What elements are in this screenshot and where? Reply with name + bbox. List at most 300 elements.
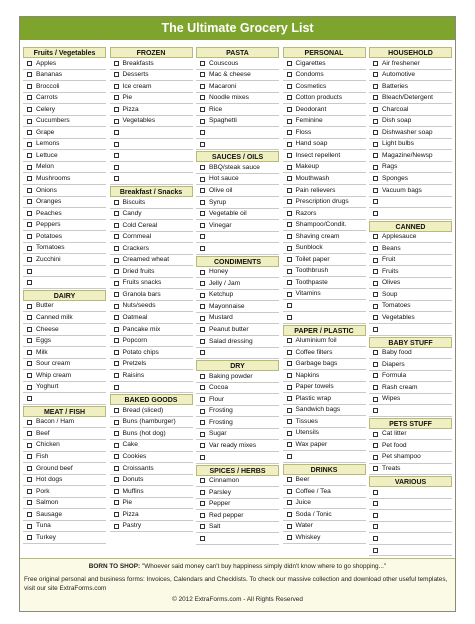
item-label: Noodle mixes: [209, 94, 249, 102]
item-checkbox[interactable]: [27, 512, 32, 517]
list-item: [283, 81, 366, 93]
item-checkbox[interactable]: [200, 524, 205, 529]
item-checkbox[interactable]: [287, 72, 292, 77]
item-label: Ice cream: [122, 82, 152, 90]
item-checkbox[interactable]: [287, 269, 292, 274]
list-item: [23, 324, 106, 336]
item-checkbox[interactable]: [287, 95, 292, 100]
item-checkbox[interactable]: [27, 176, 32, 181]
item-label: Crackers: [122, 244, 149, 252]
item-label: Sausage: [36, 510, 63, 518]
item-checkbox[interactable]: [373, 142, 378, 147]
item-checkbox[interactable]: [27, 211, 32, 216]
item-checkbox[interactable]: [27, 524, 32, 529]
item-checkbox[interactable]: [373, 373, 378, 378]
list-item: [369, 394, 452, 406]
list-item: [283, 405, 366, 417]
item-checkbox[interactable]: [287, 165, 292, 170]
item-checkbox[interactable]: [200, 200, 205, 205]
item-checkbox[interactable]: [287, 315, 292, 320]
item-checkbox[interactable]: [373, 397, 378, 402]
item-checkbox[interactable]: [27, 350, 32, 355]
item-label: Parsley: [209, 488, 231, 496]
list-item: [110, 243, 193, 255]
item-checkbox[interactable]: [114, 153, 119, 158]
list-item: [369, 139, 452, 151]
item-checkbox[interactable]: [373, 234, 378, 239]
list-item: [23, 197, 106, 209]
item-checkbox[interactable]: [27, 95, 32, 100]
list-column: [196, 47, 279, 560]
item-checkbox[interactable]: [114, 61, 119, 66]
list-item: [196, 371, 279, 383]
item-checkbox[interactable]: [114, 107, 119, 112]
item-label: Whip cream: [36, 371, 72, 379]
item-checkbox[interactable]: [114, 466, 119, 471]
item-label: Creamed wheat: [122, 256, 170, 264]
list-item: [110, 359, 193, 371]
page-title: The Ultimate Grocery List: [20, 17, 455, 40]
item-checkbox[interactable]: [27, 373, 32, 378]
item-checkbox[interactable]: [114, 200, 119, 205]
list-item: [110, 324, 193, 336]
item-checkbox[interactable]: [373, 61, 378, 66]
item-label: Bleach/Detergent: [382, 94, 433, 102]
list-item: [369, 452, 452, 464]
item-checkbox[interactable]: [114, 454, 119, 459]
item-checkbox[interactable]: [200, 211, 205, 216]
item-checkbox[interactable]: [114, 72, 119, 77]
item-checkbox[interactable]: [200, 513, 205, 518]
item-checkbox[interactable]: [373, 350, 378, 355]
item-checkbox[interactable]: [200, 188, 205, 193]
item-checkbox[interactable]: [373, 536, 378, 541]
item-checkbox[interactable]: [114, 385, 119, 390]
item-checkbox[interactable]: [200, 490, 205, 495]
item-label: Fruits snacks: [122, 279, 162, 287]
item-checkbox[interactable]: [114, 420, 119, 425]
item-checkbox[interactable]: [27, 443, 32, 448]
item-checkbox[interactable]: [200, 327, 205, 332]
item-checkbox[interactable]: [373, 385, 378, 390]
item-label: Cake: [122, 441, 138, 449]
list-item: [369, 487, 452, 499]
item-checkbox[interactable]: [200, 293, 205, 298]
item-label: Oatmeal: [122, 313, 148, 321]
item-checkbox[interactable]: [287, 500, 292, 505]
item-checkbox[interactable]: [27, 84, 32, 89]
item-label: Deodorant: [295, 105, 327, 113]
item-checkbox[interactable]: [114, 489, 119, 494]
item-checkbox[interactable]: [27, 477, 32, 482]
list-item: [196, 348, 279, 360]
item-checkbox[interactable]: [373, 443, 378, 448]
item-checkbox[interactable]: [287, 431, 292, 436]
list-column: [283, 47, 366, 560]
list-item: [196, 533, 279, 545]
item-label: Macaroni: [209, 82, 237, 90]
item-label: Red pepper: [209, 511, 244, 519]
item-checkbox[interactable]: [200, 420, 205, 425]
item-checkbox[interactable]: [27, 188, 32, 193]
list-column: [23, 47, 106, 560]
item-checkbox[interactable]: [200, 397, 205, 402]
item-checkbox[interactable]: [114, 142, 119, 147]
item-checkbox[interactable]: [373, 211, 378, 216]
item-label: Condoms: [295, 71, 324, 79]
item-label: Olive oil: [209, 186, 233, 194]
item-checkbox[interactable]: [27, 489, 32, 494]
item-checkbox[interactable]: [373, 258, 378, 263]
list-item: [283, 486, 366, 498]
list-item: [369, 301, 452, 313]
item-checkbox[interactable]: [200, 142, 205, 147]
item-checkbox[interactable]: [114, 281, 119, 286]
item-checkbox[interactable]: [114, 327, 119, 332]
item-checkbox[interactable]: [200, 374, 205, 379]
item-checkbox[interactable]: [287, 188, 292, 193]
item-checkbox[interactable]: [200, 119, 205, 124]
list-item: [369, 312, 452, 324]
item-checkbox[interactable]: [200, 223, 205, 228]
item-checkbox[interactable]: [373, 513, 378, 518]
item-checkbox[interactable]: [114, 234, 119, 239]
item-label: Dried fruits: [122, 267, 155, 275]
item-checkbox[interactable]: [200, 72, 205, 77]
item-checkbox[interactable]: [373, 153, 378, 158]
item-checkbox[interactable]: [114, 258, 119, 263]
list-item: [283, 127, 366, 139]
item-checkbox[interactable]: [373, 524, 378, 529]
list-item: [110, 220, 193, 232]
list-item: [23, 486, 106, 498]
item-checkbox[interactable]: [114, 500, 119, 505]
item-label: Donuts: [122, 476, 144, 484]
item-checkbox[interactable]: [373, 130, 378, 135]
item-checkbox[interactable]: [287, 385, 292, 390]
item-checkbox[interactable]: [27, 130, 32, 135]
item-checkbox[interactable]: [27, 315, 32, 320]
item-checkbox[interactable]: [114, 315, 119, 320]
item-checkbox[interactable]: [114, 246, 119, 251]
list-item: [23, 220, 106, 232]
item-checkbox[interactable]: [200, 165, 205, 170]
item-checkbox[interactable]: [373, 408, 378, 413]
list-item: [110, 463, 193, 475]
item-checkbox[interactable]: [373, 119, 378, 124]
item-checkbox[interactable]: [373, 304, 378, 309]
item-checkbox[interactable]: [287, 222, 292, 227]
item-checkbox[interactable]: [27, 304, 32, 309]
item-checkbox[interactable]: [373, 188, 378, 193]
item-label: Cookies: [122, 453, 147, 460]
item-checkbox[interactable]: [287, 512, 292, 517]
list-item: [283, 104, 366, 116]
item-label: Candy: [122, 210, 142, 218]
item-checkbox[interactable]: [114, 130, 119, 135]
item-label: Sour cream: [36, 360, 71, 368]
item-checkbox[interactable]: [200, 61, 205, 66]
item-checkbox[interactable]: [27, 61, 32, 66]
item-checkbox[interactable]: [114, 176, 119, 181]
item-checkbox[interactable]: [27, 338, 32, 343]
item-checkbox[interactable]: [373, 432, 378, 437]
item-checkbox[interactable]: [27, 327, 32, 332]
list-column: [369, 47, 452, 560]
item-checkbox[interactable]: [287, 338, 292, 343]
item-label: Charcoal: [382, 105, 409, 113]
list-item: [110, 301, 193, 313]
item-checkbox[interactable]: [287, 477, 292, 482]
item-checkbox[interactable]: [27, 72, 32, 77]
item-label: Grape: [36, 128, 55, 136]
item-checkbox[interactable]: [27, 257, 32, 262]
list-item: [110, 232, 193, 244]
item-checkbox[interactable]: [287, 130, 292, 135]
list-item: [110, 336, 193, 348]
item-checkbox[interactable]: [200, 316, 205, 321]
item-checkbox[interactable]: [200, 501, 205, 506]
item-checkbox[interactable]: [114, 95, 119, 100]
item-checkbox[interactable]: [287, 396, 292, 401]
item-checkbox[interactable]: [373, 165, 378, 170]
item-checkbox[interactable]: [287, 257, 292, 262]
list-item: [23, 58, 106, 70]
item-label: Baking powder: [209, 372, 253, 380]
item-checkbox[interactable]: [373, 95, 378, 100]
item-checkbox[interactable]: [27, 396, 32, 401]
item-checkbox[interactable]: [200, 270, 205, 275]
item-label: Sandwich bags: [295, 406, 341, 414]
item-checkbox[interactable]: [114, 84, 119, 89]
item-checkbox[interactable]: [27, 500, 32, 505]
item-label: Rice: [209, 105, 223, 113]
item-checkbox[interactable]: [27, 222, 32, 227]
list-item: [110, 139, 193, 151]
item-checkbox[interactable]: [287, 419, 292, 424]
item-checkbox[interactable]: [373, 327, 378, 332]
item-checkbox[interactable]: [287, 153, 292, 158]
item-checkbox[interactable]: [287, 408, 292, 413]
item-checkbox[interactable]: [114, 373, 119, 378]
list-item: [283, 428, 366, 440]
item-checkbox[interactable]: [27, 361, 32, 366]
item-checkbox[interactable]: [373, 84, 378, 89]
item-label: Potato chips: [122, 348, 159, 356]
item-checkbox[interactable]: [114, 443, 119, 448]
item-label: Ground beef: [36, 464, 73, 472]
item-checkbox[interactable]: [200, 95, 205, 100]
item-checkbox[interactable]: [200, 350, 205, 355]
item-checkbox[interactable]: [27, 234, 32, 239]
item-checkbox[interactable]: [287, 489, 292, 494]
list-item: [369, 208, 452, 220]
item-checkbox[interactable]: [200, 409, 205, 414]
item-checkbox[interactable]: [287, 361, 292, 366]
item-checkbox[interactable]: [287, 176, 292, 181]
item-checkbox[interactable]: [287, 142, 292, 147]
list-item: [23, 498, 106, 510]
item-checkbox[interactable]: [200, 177, 205, 182]
item-checkbox[interactable]: [27, 119, 32, 124]
item-checkbox[interactable]: [27, 535, 32, 540]
item-checkbox[interactable]: [373, 315, 378, 320]
item-checkbox[interactable]: [287, 373, 292, 378]
list-item: [283, 185, 366, 197]
item-checkbox[interactable]: [373, 281, 378, 286]
item-checkbox[interactable]: [200, 246, 205, 251]
item-checkbox[interactable]: [114, 408, 119, 413]
item-checkbox[interactable]: [200, 281, 205, 286]
item-checkbox[interactable]: [373, 246, 378, 251]
list-item: [283, 509, 366, 521]
item-label: Toothpaste: [295, 278, 328, 286]
item-checkbox[interactable]: [27, 142, 32, 147]
list-item: [196, 278, 279, 290]
list-item: [110, 498, 193, 510]
born-to-shop-quote: [24, 563, 451, 570]
item-checkbox[interactable]: [114, 431, 119, 436]
item-checkbox[interactable]: [200, 304, 205, 309]
list-item: [196, 440, 279, 452]
footer: [20, 558, 455, 611]
item-label: Mac & cheese: [209, 71, 251, 79]
item-checkbox[interactable]: [114, 524, 119, 529]
item-checkbox[interactable]: [114, 361, 119, 366]
list-item: [369, 81, 452, 93]
item-checkbox[interactable]: [373, 72, 378, 77]
item-checkbox[interactable]: [373, 455, 378, 460]
item-label: Coffee filters: [295, 348, 333, 356]
item-checkbox[interactable]: [27, 420, 32, 425]
list-item: [110, 347, 193, 359]
list-item: [283, 162, 366, 174]
item-checkbox[interactable]: [287, 535, 292, 540]
item-checkbox[interactable]: [27, 107, 32, 112]
item-checkbox[interactable]: [200, 234, 205, 239]
item-checkbox[interactable]: [373, 490, 378, 495]
list-item: [369, 382, 452, 394]
item-checkbox[interactable]: [287, 119, 292, 124]
item-checkbox[interactable]: [27, 269, 32, 274]
item-checkbox[interactable]: [373, 548, 378, 553]
item-checkbox[interactable]: [373, 176, 378, 181]
item-label: Milk: [36, 348, 48, 356]
item-checkbox[interactable]: [373, 199, 378, 204]
item-label: Formula: [382, 372, 407, 380]
item-checkbox[interactable]: [27, 385, 32, 390]
list-item: [369, 255, 452, 267]
item-checkbox[interactable]: [27, 431, 32, 436]
item-checkbox[interactable]: [200, 84, 205, 89]
item-label: Syrup: [209, 198, 227, 206]
item-checkbox[interactable]: [373, 269, 378, 274]
item-checkbox[interactable]: [287, 211, 292, 216]
item-label: Hand soap: [295, 140, 328, 148]
item-checkbox[interactable]: [373, 501, 378, 506]
item-checkbox[interactable]: [200, 385, 205, 390]
item-checkbox[interactable]: [287, 246, 292, 251]
item-checkbox[interactable]: [114, 338, 119, 343]
list-item: [283, 93, 366, 105]
item-checkbox[interactable]: [27, 153, 32, 158]
item-label: Chicken: [36, 441, 60, 449]
item-label: Feminine: [295, 117, 323, 125]
item-checkbox[interactable]: [27, 246, 32, 251]
item-checkbox[interactable]: [287, 199, 292, 204]
item-label: Popcorn: [122, 337, 148, 345]
item-checkbox[interactable]: [27, 280, 32, 285]
item-checkbox[interactable]: [200, 107, 205, 112]
item-checkbox[interactable]: [114, 477, 119, 482]
item-label: Flour: [209, 395, 225, 403]
list-item: [283, 382, 366, 394]
item-checkbox[interactable]: [373, 107, 378, 112]
list-item: [110, 405, 193, 417]
list-item: [23, 127, 106, 139]
item-checkbox[interactable]: [287, 442, 292, 447]
item-checkbox[interactable]: [373, 466, 378, 471]
item-checkbox[interactable]: [27, 466, 32, 471]
item-label: Rags: [382, 163, 398, 171]
item-checkbox[interactable]: [114, 269, 119, 274]
item-checkbox[interactable]: [114, 304, 119, 309]
item-checkbox[interactable]: [200, 339, 205, 344]
item-checkbox[interactable]: [27, 165, 32, 170]
item-checkbox[interactable]: [114, 211, 119, 216]
item-checkbox[interactable]: [27, 454, 32, 459]
item-checkbox[interactable]: [287, 454, 292, 459]
item-checkbox[interactable]: [200, 432, 205, 437]
item-label: Eggs: [36, 337, 52, 345]
item-label: Raisins: [122, 371, 145, 379]
item-checkbox[interactable]: [287, 234, 292, 239]
item-checkbox[interactable]: [373, 362, 378, 367]
item-checkbox[interactable]: [200, 536, 205, 541]
list-item: [23, 336, 106, 348]
item-checkbox[interactable]: [287, 303, 292, 308]
item-checkbox[interactable]: [200, 478, 205, 483]
item-checkbox[interactable]: [287, 280, 292, 285]
list-item: [196, 313, 279, 325]
item-checkbox[interactable]: [287, 524, 292, 529]
item-checkbox[interactable]: [27, 199, 32, 204]
item-label: Salmon: [36, 499, 59, 507]
list-item: [110, 370, 193, 382]
item-label: Carrots: [36, 94, 58, 102]
item-label: Var ready mixes: [209, 441, 257, 449]
item-label: Biscuits: [122, 198, 146, 206]
item-checkbox[interactable]: [114, 292, 119, 297]
list-item: [369, 104, 452, 116]
item-checkbox[interactable]: [200, 455, 205, 460]
item-checkbox[interactable]: [287, 350, 292, 355]
list-item: [369, 197, 452, 209]
item-checkbox[interactable]: [114, 223, 119, 228]
item-checkbox[interactable]: [114, 350, 119, 355]
item-checkbox[interactable]: [200, 443, 205, 448]
quote-text: "Whoever said money can't buy happiness simply didn't know where to go shopping...": [140, 563, 387, 570]
item-checkbox[interactable]: [287, 292, 292, 297]
item-checkbox[interactable]: [287, 107, 292, 112]
item-checkbox[interactable]: [114, 165, 119, 170]
item-checkbox[interactable]: [287, 61, 292, 66]
item-checkbox[interactable]: [373, 292, 378, 297]
item-checkbox[interactable]: [287, 84, 292, 89]
item-checkbox[interactable]: [114, 119, 119, 124]
item-checkbox[interactable]: [200, 130, 205, 135]
item-checkbox[interactable]: [114, 512, 119, 517]
